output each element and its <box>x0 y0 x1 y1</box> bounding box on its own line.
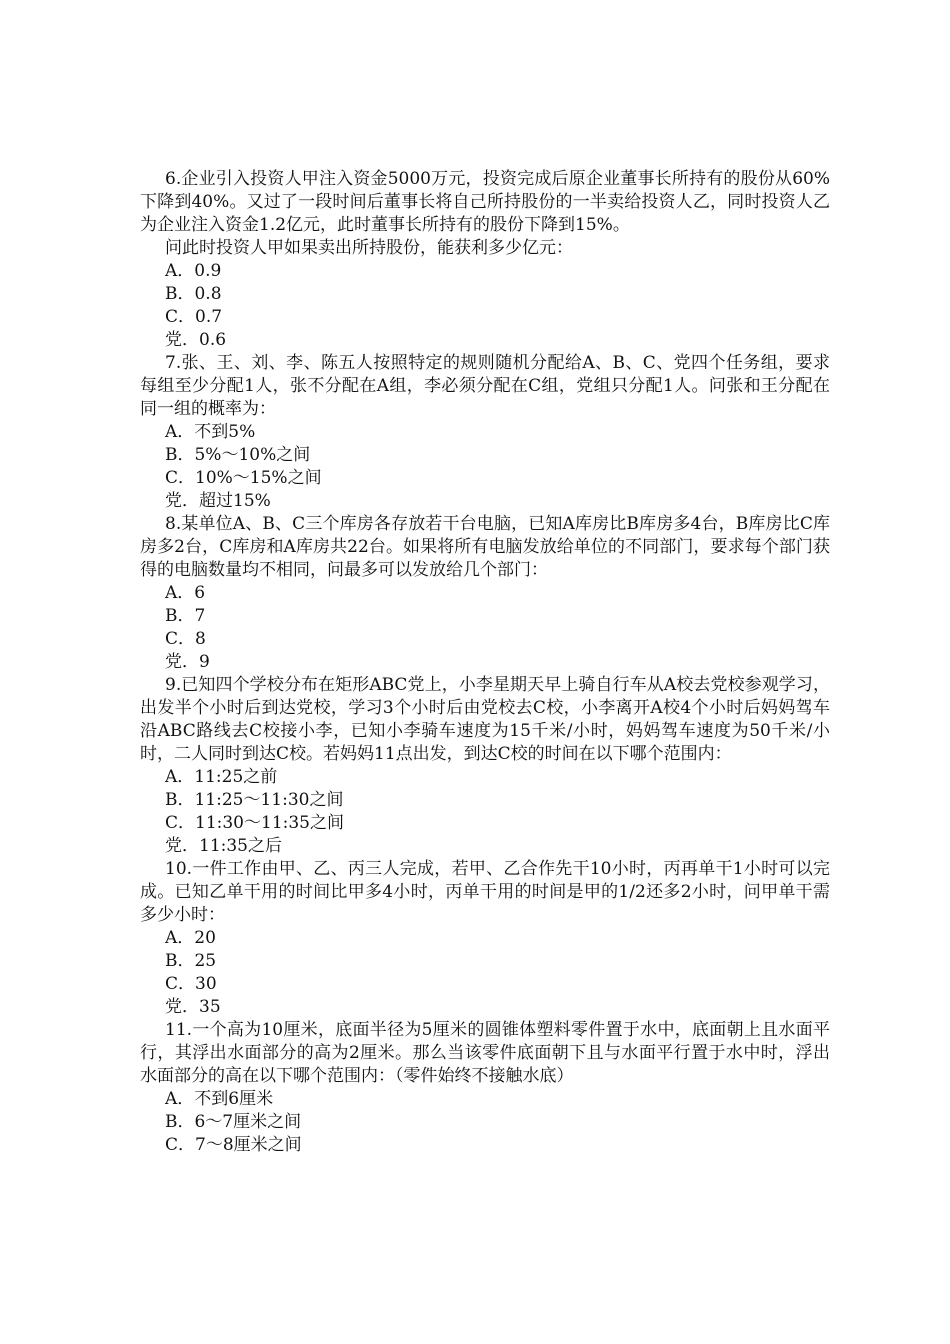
question-stem: 9.已知四个学校分布在矩形ABC党上，小李星期天早上骑自行车从A校去党校参观学习，出发半个小时后到达党校，学习3个小时后由党校去C校，小李离开A校4个小时后妈妈驾车沿ABC路线去C校接小李，已知小李骑车速度为15千米/小时，妈妈驾车速度为50千米/小时，二人同时到达C校。若妈妈11点出发，到达C校的时间在以下哪个范围内： <box>140 675 830 764</box>
option-c: C．7～8厘米之间 <box>165 1135 302 1155</box>
question-11 <box>140 1019 830 1157</box>
option-b: B．0.8 <box>165 284 222 304</box>
question-10 <box>140 858 830 1019</box>
option-a: A．6 <box>165 583 206 603</box>
option-c: C．8 <box>165 629 206 649</box>
question-stem: 10.一件工作由甲、乙、丙三人完成，若甲、乙合作先干10小时，丙再单干1小时可以完成。已知乙单干用的时间比甲多4小时，丙单干用的时间是甲的1/2还多2小时，问甲单干需多少小时： <box>140 859 830 925</box>
question-stem: 8.某单位A、B、C三个库房各存放若干台电脑，已知A库房比B库房多4台，B库房比C库房多2台，C库房和A库房共22台。如果将所有电脑发放给单位的不同部门，要求每个部门获得的电脑数量均不相同，问最多可以发放给几个部门： <box>140 514 830 580</box>
option-b: B．6～7厘米之间 <box>165 1112 302 1132</box>
option-c: C．30 <box>165 974 217 994</box>
option-d: 党．35 <box>165 997 221 1017</box>
option-a: A．20 <box>165 928 216 948</box>
question-stem: 11.一个高为10厘米，底面半径为5厘米的圆锥体塑料零件置于水中，底面朝上且水面平行，其浮出水面部分的高为2厘米。那么当该零件底面朝下且与水面平行置于水中时，浮出水面部分的高在以下哪个范围内：（零件始终不接触水底） <box>140 1020 830 1086</box>
question-7 <box>140 352 830 513</box>
option-d: 党．11:35之后 <box>165 836 282 856</box>
option-a: A．0.9 <box>165 261 222 281</box>
option-b: B．5%～10%之间 <box>165 445 311 465</box>
question-6 <box>140 168 830 352</box>
option-c: C．10%～15%之间 <box>165 468 322 488</box>
option-d: 党．9 <box>165 652 210 672</box>
option-c: C．0.7 <box>165 307 223 327</box>
option-b: B．25 <box>165 951 217 971</box>
option-b: B．11:25～11:30之间 <box>165 790 344 810</box>
question-list <box>140 168 830 1157</box>
question-stem: 6.企业引入投资人甲注入资金5000万元，投资完成后原企业董事长所持有的股份从60%下降到40%。又过了一段时间后董事长将自己所持股份的一半卖给投资人乙，同时投资人乙为企业注入资金1.2亿元，此时董事长所持有的股份下降到15%。 <box>140 169 830 235</box>
question-stem-continued: 问此时投资人甲如果卖出所持股份，能获利多少亿元： <box>165 238 573 258</box>
option-b: B．7 <box>165 606 206 626</box>
question-9 <box>140 674 830 858</box>
option-a: A．不到5% <box>165 422 256 442</box>
question-stem: 7.张、王、刘、李、陈五人按照特定的规则随机分配给A、B、C、党四个任务组，要求每组至少分配1人，张不分配在A组，李必须分配在C组，党组只分配1人。问张和王分配在同一组的概率为： <box>140 353 830 419</box>
option-d: 党．超过15% <box>165 491 271 511</box>
option-d: 党．0.6 <box>165 330 227 350</box>
option-a: A．11:25之前 <box>165 767 278 787</box>
option-a: A．不到6厘米 <box>165 1089 274 1109</box>
question-8 <box>140 513 830 674</box>
option-c: C．11:30～11:35之间 <box>165 813 344 833</box>
